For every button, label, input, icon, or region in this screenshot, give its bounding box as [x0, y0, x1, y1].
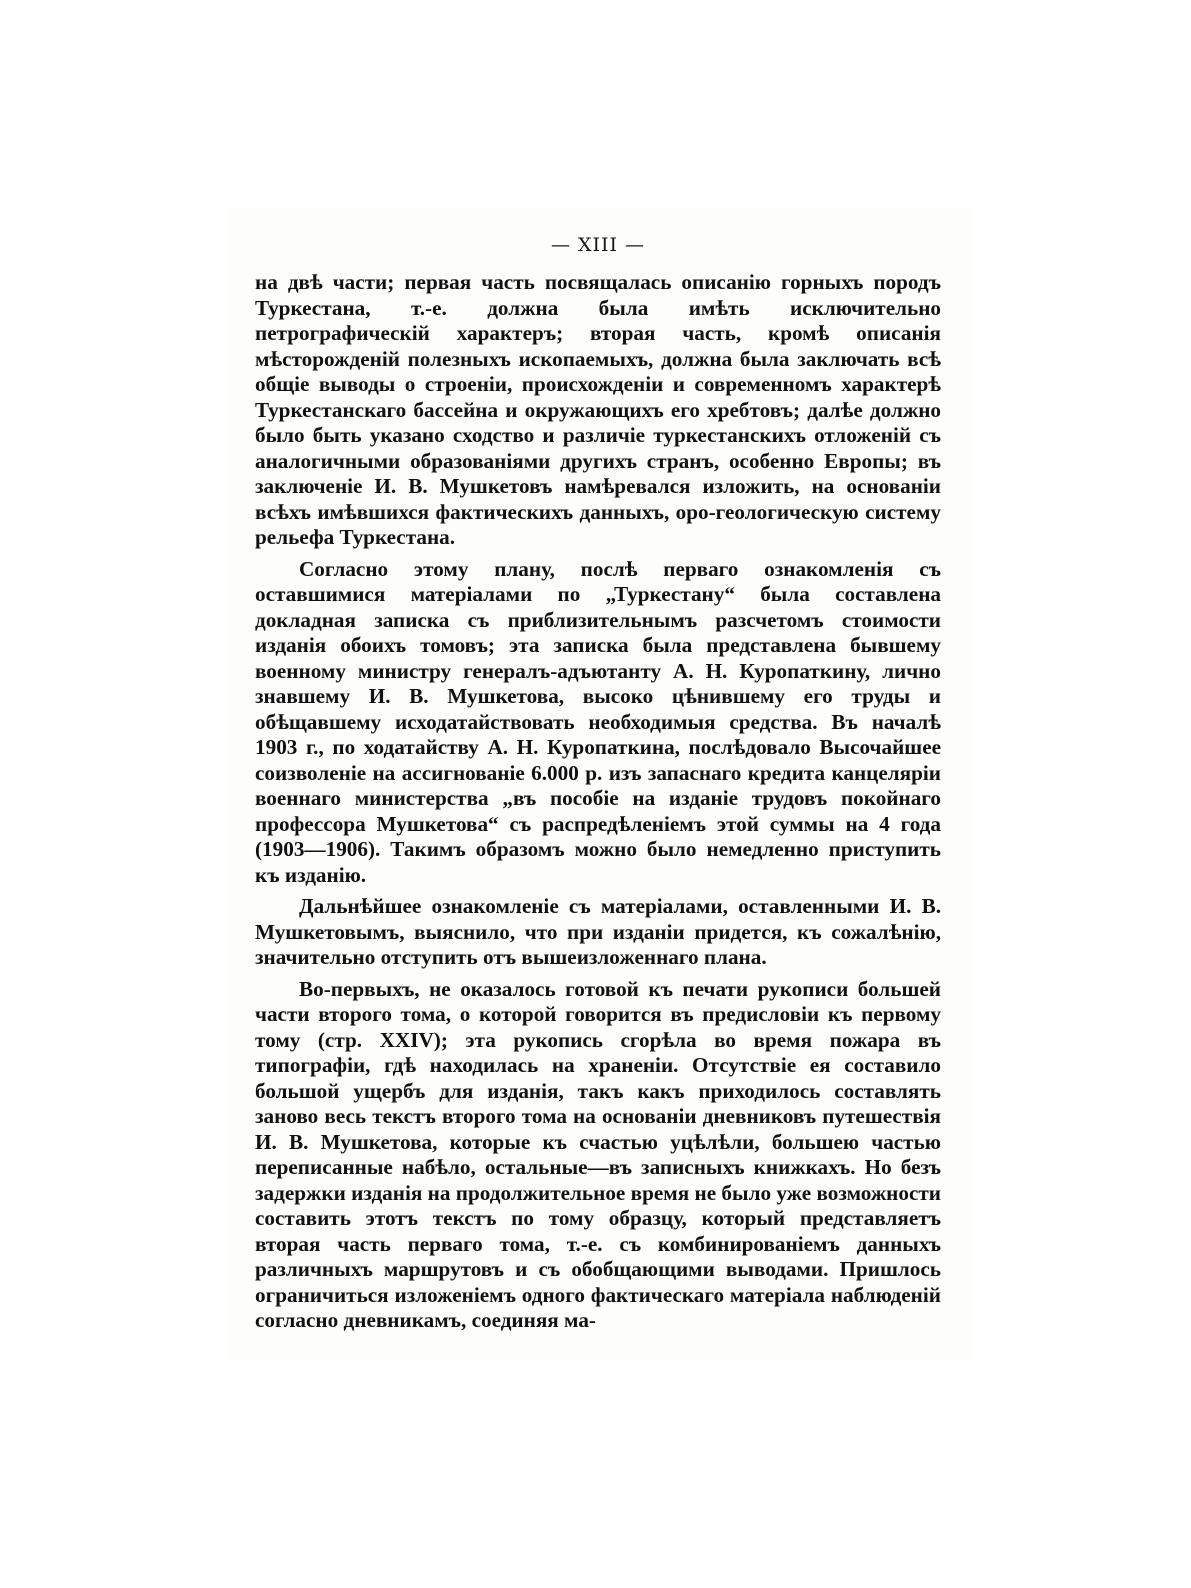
- paragraph-materials: Дальнѣйшее ознакомленіе съ матеріалами, оставленными И. В. Мушкетовымъ, выяснило, что при изданіи придется, къ сожалѣнію, значительно отступить отъ вышеизложеннаго плана.: [255, 894, 941, 969]
- page-number-header: — XIII —: [550, 234, 646, 256]
- paragraph-continuation: на двѣ части; первая часть посвящалась описанію горныхъ породъ Туркестана, т.-е. должна была имѣть исключительно петрографическій характеръ; вторая часть, кромѣ описанія мѣсторожденій полезныхъ ископаемыхъ, должна была заключать всѣ общіе выводы о строеніи, происхожденіи и современномъ характерѣ Туркестанскаго бассейна и окружающихъ его хребтовъ; далѣе должно было быть указано сходство и различіе туркестанскихъ отложеній съ аналогичными образованіями другихъ странъ, особенно Европы; въ заключеніе И. В. Мушкетовъ намѣревался изложить, на основаніи всѣхъ имѣвшихся фактическихъ данныхъ, оро-геологическую систему рельефа Туркестана.: [255, 270, 941, 549]
- paragraph-plan: Согласно этому плану, послѣ перваго ознакомленія съ оставшимися матеріалами по „Туркестану“ была составлена докладная записка съ приблизительнымъ разсчетомъ стоимости изданія обоихъ томовъ; эта записка была представлена бывшему военному министру генералъ-адъютанту А. Н. Куропаткину, лично знавшему И. В. Мушкетова, высоко цѣнившему его труды и обѣщавшему исходатайствовать необходимыя средства. Въ началѣ 1903 г., по ходатайству А. Н. Куропаткина, послѣдовало Высочайшее соизволеніе на ассигнованіе 6.000 р. изъ запаснаго кредита канцеляріи военнаго министерства „въ пособіе на изданіе трудовъ покойнаго профессора Мушкетова“ съ распредѣленіемъ этой суммы на 4 года (1903—1906). Такимъ образомъ можно было немедленно приступить къ изданію.: [255, 556, 941, 887]
- paragraph-first-point: Во-первыхъ, не оказалось готовой къ печати рукописи большей части второго тома, о которой говорится въ предисловіи къ первому тому (стр. XXIV); эта рукопись сгорѣла во время пожара въ типографіи, гдѣ находилась на храненіи. Отсутствіе ея составило большой ущербъ для изданія, такъ какъ приходилось составлять заново весь текстъ второго тома на основаніи дневниковъ путешествія И. В. Мушкетова, которые къ счастью уцѣлѣли, большею частью переписанные набѣло, остальные—въ записныхъ книжкахъ. Но безъ задержки изданія на продолжительное время не было уже возможности составить этотъ текстъ по тому образцу, который представляетъ вторая часть перваго тома, т.-е. съ комбинированіемъ данныхъ различныхъ маршрутовъ и съ обобщающими выводами. Пришлось ограничиться изложеніемъ одного фактическаго матеріала наблюденій согласно дневникамъ, соединяя ма-: [255, 976, 941, 1332]
- page-body: [255, 270, 941, 1340]
